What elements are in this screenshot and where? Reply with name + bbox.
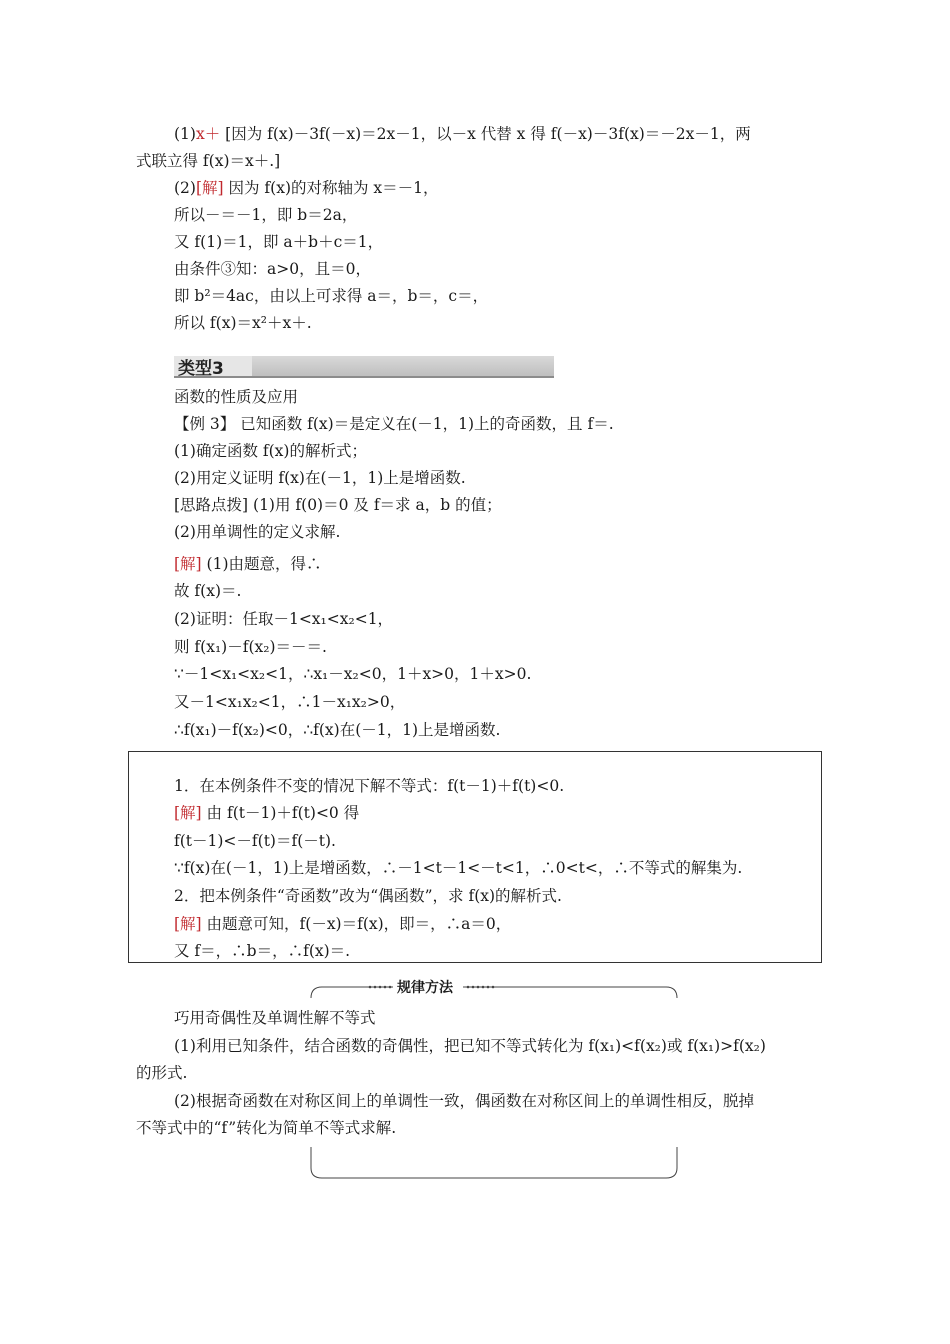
text-line (174, 720, 500, 740)
text-line (174, 609, 393, 629)
method-box-top-frame (310, 985, 678, 999)
text-line (174, 205, 357, 225)
text-line (174, 886, 562, 906)
text-line (174, 692, 405, 712)
line-segment: (2)用单调性的定义求解. (174, 523, 341, 541)
line-segment: 式联立得 f(x)＝x＋.] (136, 152, 281, 170)
line-segment: (2)证明：任取－1<x₁<x₂<1， (174, 610, 394, 628)
line-segment: 不等式中的“f”转化为简单不等式求解. (136, 1119, 397, 1137)
text-line (174, 232, 383, 252)
text-line (174, 637, 327, 657)
line-segment: 由题意可知，f(－x)＝f(x)，即＝，∴a＝0， (201, 915, 512, 933)
line-segment: 2．把本例条件“奇函数”改为“偶函数”，求 f(x)的解析式. (174, 887, 562, 905)
line-segment: 所以 f(x)＝x²＋x＋. (174, 314, 312, 332)
text-line (174, 259, 371, 279)
line-segment: (1) (174, 125, 196, 143)
line-segment: 【例 3】 已知函数 f(x)＝是定义在(－1，1)上的奇函数，且 f＝. (174, 415, 614, 433)
text-line (174, 441, 367, 461)
line-segment: (1)由题意，得∴ (201, 555, 322, 573)
line-segment: 所以－＝－1，即 b＝2a， (174, 206, 358, 224)
text-line (174, 1036, 766, 1056)
text-line (174, 414, 614, 434)
line-segment: (2)根据奇函数在对称区间上的单调性一致，偶函数在对称区间上的单调性相反，脱掉 (174, 1092, 754, 1110)
text-line (174, 831, 336, 851)
line-segment: 1．在本例条件不变的情况下解不等式：f(t－1)＋f(t)<0. (174, 777, 565, 795)
text-line (174, 914, 511, 934)
line-segment: 因为 f(x)的对称轴为 x＝－1， (223, 179, 439, 197)
text-line (136, 151, 280, 171)
line-segment: (2)用定义证明 f(x)在(－1，1)上是增函数. (174, 469, 466, 487)
method-box-bottom-frame (310, 1146, 678, 1180)
highlight-text: [解] (195, 179, 224, 197)
line-segment: 即 b²＝4ac，由以上可求得 a＝，b＝，c＝， (174, 287, 489, 305)
text-line (174, 468, 466, 488)
text-line (174, 387, 298, 407)
line-segment: ∵f(x)在(－1，1)上是增函数，∴－1<t－1<－t<1，∴0<t<，∴不等式的解集为. (174, 859, 743, 877)
line-segment: (2) (174, 179, 196, 197)
method-box-top (310, 985, 678, 999)
line-segment: ∴f(x₁)－f(x₂)<0，∴f(x)在(－1，1)上是增函数. (174, 721, 501, 739)
highlight-text: [解] (174, 555, 202, 573)
method-box-bottom (310, 1146, 678, 1180)
line-segment: ∵－1<x₁<x₂<1，∴x₁－x₂<0，1＋x>0，1＋x>0. (174, 665, 532, 683)
line-segment: 巧用奇偶性及单调性解不等式 (174, 1009, 376, 1027)
text-line (174, 522, 340, 542)
highlight-text: [解] (174, 804, 202, 822)
line-segment: 由条件③知：a>0，且＝0， (174, 260, 371, 278)
method-title: 规律方法 (395, 977, 455, 997)
line-segment: 又 f(1)＝1，即 a＋b＋c＝1， (174, 233, 384, 251)
line-segment: 故 f(x)＝. (174, 582, 242, 600)
text-line (136, 1063, 187, 1083)
line-segment: 又－1<x₁x₂<1，∴1－x₁x₂>0， (174, 693, 406, 711)
text-line (174, 1091, 754, 1111)
text-line (174, 858, 742, 878)
text-line (174, 495, 502, 515)
line-segment: 函数的性质及应用 (174, 388, 299, 406)
line-segment: [因为 f(x)－3f(－x)＝2x－1，以－x 代替 x 得 f(－x)－3f(x)＝－2x－1，两 (220, 125, 751, 143)
line-segment: 由 f(t－1)＋f(t)<0 得 (201, 804, 360, 822)
section-header (174, 356, 554, 378)
text-line (174, 1008, 376, 1028)
text-line (174, 313, 312, 333)
text-line (174, 286, 488, 306)
text-line (174, 941, 350, 961)
text-line (136, 1118, 396, 1138)
line-segment: f(t－1)<－f(t)＝f(－t). (174, 832, 336, 850)
highlight-text: [解] (174, 915, 202, 933)
highlight-text: x＋ (195, 125, 221, 143)
line-segment: 又 f＝，∴b＝，∴f(x)＝. (174, 942, 351, 960)
text-line (174, 776, 564, 796)
line-segment: (1)确定函数 f(x)的解析式； (174, 442, 367, 460)
section-header-label: 类型3 (178, 359, 224, 379)
text-line (174, 554, 322, 574)
line-segment: 则 f(x₁)－f(x₂)＝－＝. (174, 638, 327, 656)
text-line (174, 178, 439, 198)
line-segment: (1)利用已知条件，结合函数的奇偶性，把已知不等式转化为 f(x₁)<f(x₂)或 f(x₁)>f(x₂) (174, 1037, 766, 1055)
text-line (174, 803, 359, 823)
text-line (174, 124, 751, 144)
line-segment: [思路点拨] (1)用 f(0)＝0 及 f＝求 a，b 的值； (174, 496, 502, 514)
text-line (174, 581, 241, 601)
text-line (174, 664, 531, 684)
line-segment: 的形式. (136, 1064, 188, 1082)
